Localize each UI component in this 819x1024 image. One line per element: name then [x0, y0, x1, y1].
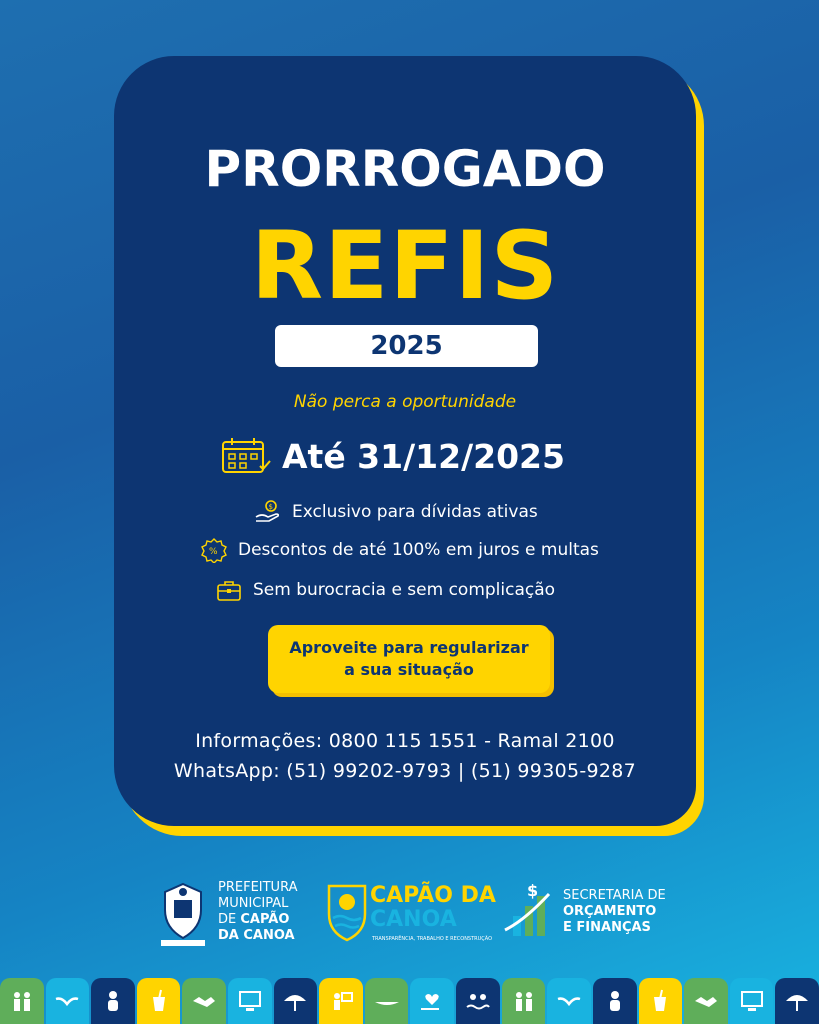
- benefit-text: Exclusivo para dívidas ativas: [292, 502, 538, 522]
- calendar-icon: [220, 436, 272, 476]
- benefit-item: [254, 497, 538, 527]
- swimmers-icon: [456, 978, 500, 1024]
- svg-text:$: $: [268, 503, 273, 511]
- people-icon: [593, 978, 637, 1024]
- city-shield-icon: [325, 880, 369, 942]
- computer-icon: [730, 978, 774, 1024]
- computer-icon: [228, 978, 272, 1024]
- deadline-row: [220, 432, 565, 480]
- cta-banner: [268, 625, 550, 693]
- info-phone: Informações: 0800 115 1551 - Ramal 2100: [195, 730, 615, 752]
- family-icon: [502, 978, 546, 1024]
- cta-line-2: a sua situação: [344, 660, 474, 679]
- briefcase-icon: [215, 577, 243, 603]
- program-title: REFIS: [250, 212, 560, 321]
- canoe-icon: [365, 978, 409, 1024]
- svg-text:$: $: [527, 882, 539, 900]
- hand-money-icon: [254, 499, 282, 525]
- heart-hand-icon: [410, 978, 454, 1024]
- seagull-icon: [547, 978, 591, 1024]
- handshake-icon: [182, 978, 226, 1024]
- year-badge: 2025: [275, 325, 538, 367]
- svg-text:%: %: [209, 547, 218, 557]
- municipal-seal-icon: [155, 880, 211, 950]
- benefit-item: [200, 535, 599, 565]
- seagull-icon: [46, 978, 90, 1024]
- umbrella-icon: [775, 978, 819, 1024]
- city-logo-subtitle: TRANSPARÊNCIA, TRABALHO E RECONSTRUÇÃO: [372, 936, 493, 942]
- chimarrao-icon: [639, 978, 683, 1024]
- tagline: Não perca a oportunidade: [293, 392, 517, 412]
- discount-badge-icon: [200, 537, 228, 563]
- finance-chart-icon: [503, 882, 559, 940]
- city-logo-title: CAPÃO DA CANOA: [370, 883, 496, 932]
- prefeitura-logo-text: PREFEITURA MUNICIPAL DE CAPÃO DA CANOA: [218, 880, 298, 943]
- chimarrao-icon: [137, 978, 181, 1024]
- umbrella-icon: [274, 978, 318, 1024]
- info-whatsapp: WhatsApp: (51) 99202-9793 | (51) 99305-9287: [173, 760, 637, 782]
- family-icon: [0, 978, 44, 1024]
- benefit-text: Descontos de até 100% em juros e multas: [238, 540, 599, 560]
- benefit-text: Sem burocracia e sem complicação: [253, 580, 556, 600]
- people-icon: [91, 978, 135, 1024]
- benefit-item: [215, 575, 555, 605]
- deadline-date: Até 31/12/2025: [282, 436, 565, 476]
- teacher-icon: [319, 978, 363, 1024]
- cta-line-1: Aproveite para regularizar: [289, 638, 529, 657]
- headline: PRORROGADO: [204, 140, 606, 198]
- icon-strip: [0, 978, 819, 1024]
- handshake-icon: [684, 978, 728, 1024]
- secretaria-logo-text: SECRETARIA DE ORÇAMENTO E FINANÇAS: [563, 888, 666, 935]
